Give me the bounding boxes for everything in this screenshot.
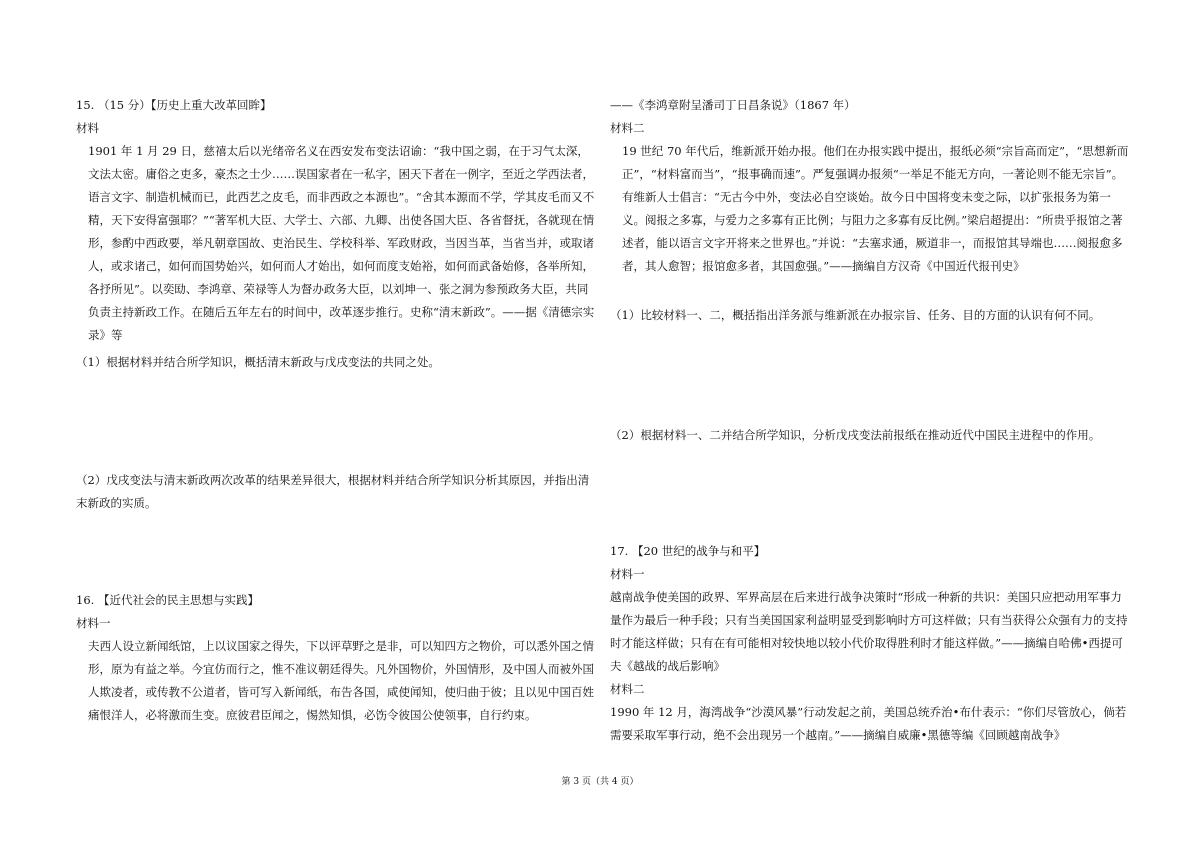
- question-16-title: 16. 【近代社会的民主思想与实践】: [76, 593, 259, 607]
- question-15-material-text: 1901 年 1 月 29 日，慈禧太后以光绪帝名义在西安发布变法诏谕：“我中国之弱，在于习气太深，文法太密。庸俗之吏多，豪杰之士少……误国家者在一私字，困天下者在一例字，至近之学西法者，语言文字、制造机械而已，此西艺之皮毛，而非西政之本源也”。“舍其本源而不学，学其皮毛而又不精，天下安得富强耶？”“著军机大臣、大学士、六部、九卿、出使各国大臣、各省督抚，各就现在情形，参酌中西政要，举凡朝章国故、吏治民生、学校科举、军政财政，当因当革，当省当并，或取诸人，或求诸己，如何而国势始兴，如何而人才始出，如何而度支始裕，如何而武备始修，各举所知，各抒所见”。以奕劻、李鸿章、荣禄等人为督办政务大臣，以刘坤一、张之洞为参预政务大臣，共同负责主持新政工作。在随后五年左右的时间中，改革逐步推行。史称“清末新政”。——据《清德宗实录》等: [88, 144, 595, 342]
- question-17-material-1-label: 材料一: [610, 567, 645, 581]
- question-16-material-1-source: ——《李鸿章附呈潘司丁日昌条说》（1867 年）: [610, 98, 856, 112]
- question-15-sub-1: （1）根据材料并结合所学知识，概括清末新政与戊戌变法的共同之处。: [76, 355, 440, 369]
- question-17-material-2-label: 材料二: [610, 682, 645, 696]
- question-16-material-2-text: 19 世纪 70 年代后，维新派开始办报。他们在办报实践中提出，报纸必须“宗旨高而定”，“思想新而正”，“材料富而当”，“报事确而速”。严复强调办报须“一举足不能无方向，一著论则不能无宗旨”。有维新人士倡言：“无古今中外，变法必自空谈始。故今日中国将变未变之际，以扩张报务为第一义。阅报之多寡，与爱力之多寡有正比例；与阻力之多寡有反比例。”梁启超提出：“所贵乎报馆之著述者，能以语言文字开将来之世界也。”并说：“去塞求通，厥道非一，而报馆其导端也……阅报愈多者，其人愈智；报馆愈多者，其国愈强。”——摘编自方汉奇《中国近代报刊史》: [622, 144, 1129, 273]
- question-17-title: 17. 【20 世纪的战争与和平】: [610, 544, 766, 558]
- question-15-title: 15. （15 分）【历史上重大改革回眸】: [76, 98, 272, 112]
- question-16-sub-2: （2）根据材料一、二并结合所学知识，分析戊戌变法前报纸在推动近代中国民主进程中的作用。: [610, 428, 1101, 442]
- question-16-material-2-label: 材料二: [610, 121, 645, 135]
- question-16-material-1-text: 夫西人设立新闻纸馆，上以议国家之得失，下以评草野之是非，可以知四方之物价，可以悉外国之情形，原为有益之举。今宜仿而行之，惟不准议朝廷得失。凡外国物价，外国情形，及中国人而被外国人欺凌者，或传教不公道者，皆可写入新闻纸，布告各国，咸使闻知，使归曲于彼；且以见中国百姓痛恨洋人，必将激而生变。庶彼君臣闻之，惕然知惧，必饬令彼国公使领事，自行约束。: [88, 639, 594, 722]
- question-16-sub-1: （1）比较材料一、二，概括指出洋务派与维新派在办报宗旨、任务、目的方面的认识有何不同。: [610, 308, 1101, 322]
- question-17-material-2-text: 1990 年 12 月，海湾战争“沙漠风暴”行动发起之前，美国总统乔治•布什表示：“你们尽管放心，倘若需要采取军事行动，绝不会出现另一个越南。”——摘编自威廉•黑德等编《回顾越南战争》: [610, 705, 1127, 742]
- question-15-sub-2: （2）戊戌变法与清末新政两次改革的结果差异很大，根据材料并结合所学知识分析其原因，并指出清末新政的实质。: [76, 473, 590, 510]
- question-15-material-label: 材料: [76, 121, 99, 135]
- question-16-material-1-label: 材料一: [76, 616, 111, 630]
- question-17-material-1-text: 越南战争使美国的政界、军界高层在后来进行战争决策时“形成一种新的共识：美国只应把动用军事力量作为最后一种手段；只有当美国国家利益明显受到影响时方可这样做；只有当获得公众强有力的支持时才能这样做；只有在有可能相对较快地以较小代价取得胜利时才能这样做。”——摘编自哈佛•西提可夫《越战的战后影响》: [610, 590, 1128, 673]
- page-footer: 第 3 页（共 4 页）: [561, 777, 639, 787]
